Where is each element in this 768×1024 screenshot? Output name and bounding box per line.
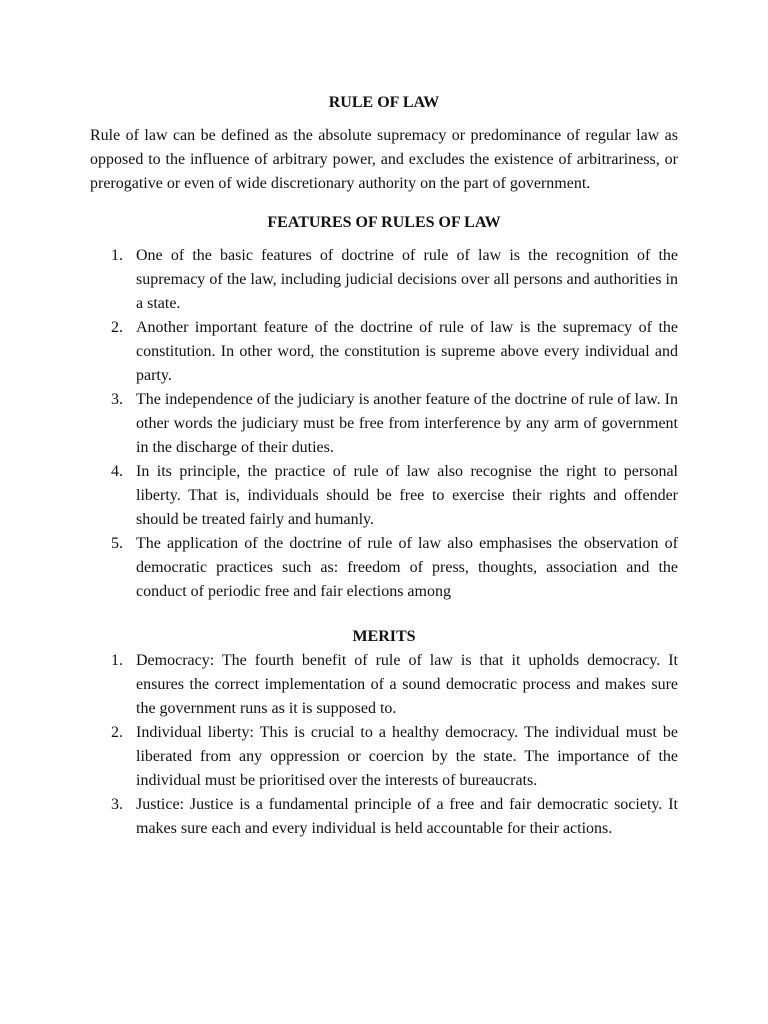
list-number: 1. <box>111 652 123 669</box>
list-item-text: The application of the doctrine of rule of law also emphasises the observation of democratic practices such as: freedom of press, thoughts, association and the conduct of periodic free and fair elections among <box>136 535 678 600</box>
features-list <box>90 244 678 604</box>
list-item-text: Individual liberty: This is crucial to a healthy democracy. The individual must be liberated from any oppression or coercion by the state. The importance of the individual must be prioritised over the interests of bureaucrats. <box>136 724 678 789</box>
list-item <box>90 316 678 388</box>
list-item <box>90 793 678 841</box>
list-item <box>90 721 678 793</box>
list-item <box>90 244 678 316</box>
list-item-text: The independence of the judiciary is another feature of the doctrine of rule of law. In other words the judiciary must be free from interference by any arm of government in the discharge of their duties. <box>136 391 678 456</box>
list-item <box>90 532 678 604</box>
features-heading: FEATURES OF RULES OF LAW <box>267 214 501 231</box>
list-number: 2. <box>111 319 123 336</box>
list-number: 3. <box>111 796 123 813</box>
list-number: 5. <box>111 535 123 552</box>
list-number: 4. <box>111 463 123 480</box>
list-number: 1. <box>111 247 123 264</box>
merits-list <box>90 649 678 841</box>
list-item-text: Democracy: The fourth benefit of rule of law is that it upholds democracy. It ensures the correct implementation of a sound democratic process and makes sure the government runs as it is supposed to. <box>136 652 678 717</box>
list-item <box>90 460 678 532</box>
intro-paragraph: Rule of law can be defined as the absolute supremacy or predominance of regular law as opposed to the influence of arbitrary power, and excludes the existence of arbitrariness, or prerogative or even of wide discretionary authority on the part of government. <box>90 127 678 192</box>
list-item-text: Justice: Justice is a fundamental principle of a free and fair democratic society. It makes sure each and every individual is held accountable for their actions. <box>136 796 678 837</box>
list-item <box>90 388 678 460</box>
page-title: RULE OF LAW <box>328 94 440 111</box>
list-number: 2. <box>111 724 123 741</box>
list-item-text: In its principle, the practice of rule of law also recognise the right to personal liberty. That is, individuals should be free to exercise their rights and offender should be treated fairly and humanly. <box>136 463 678 528</box>
list-item-text: Another important feature of the doctrine of rule of law is the supremacy of the constitution. In other word, the constitution is supreme above every individual and party. <box>136 319 678 384</box>
list-item-text: One of the basic features of doctrine of rule of law is the recognition of the supremacy of the law, including judicial decisions over all persons and authorities in a state. <box>136 247 678 312</box>
merits-heading: MERITS <box>352 628 416 645</box>
list-item <box>90 649 678 721</box>
list-number: 3. <box>111 391 123 408</box>
